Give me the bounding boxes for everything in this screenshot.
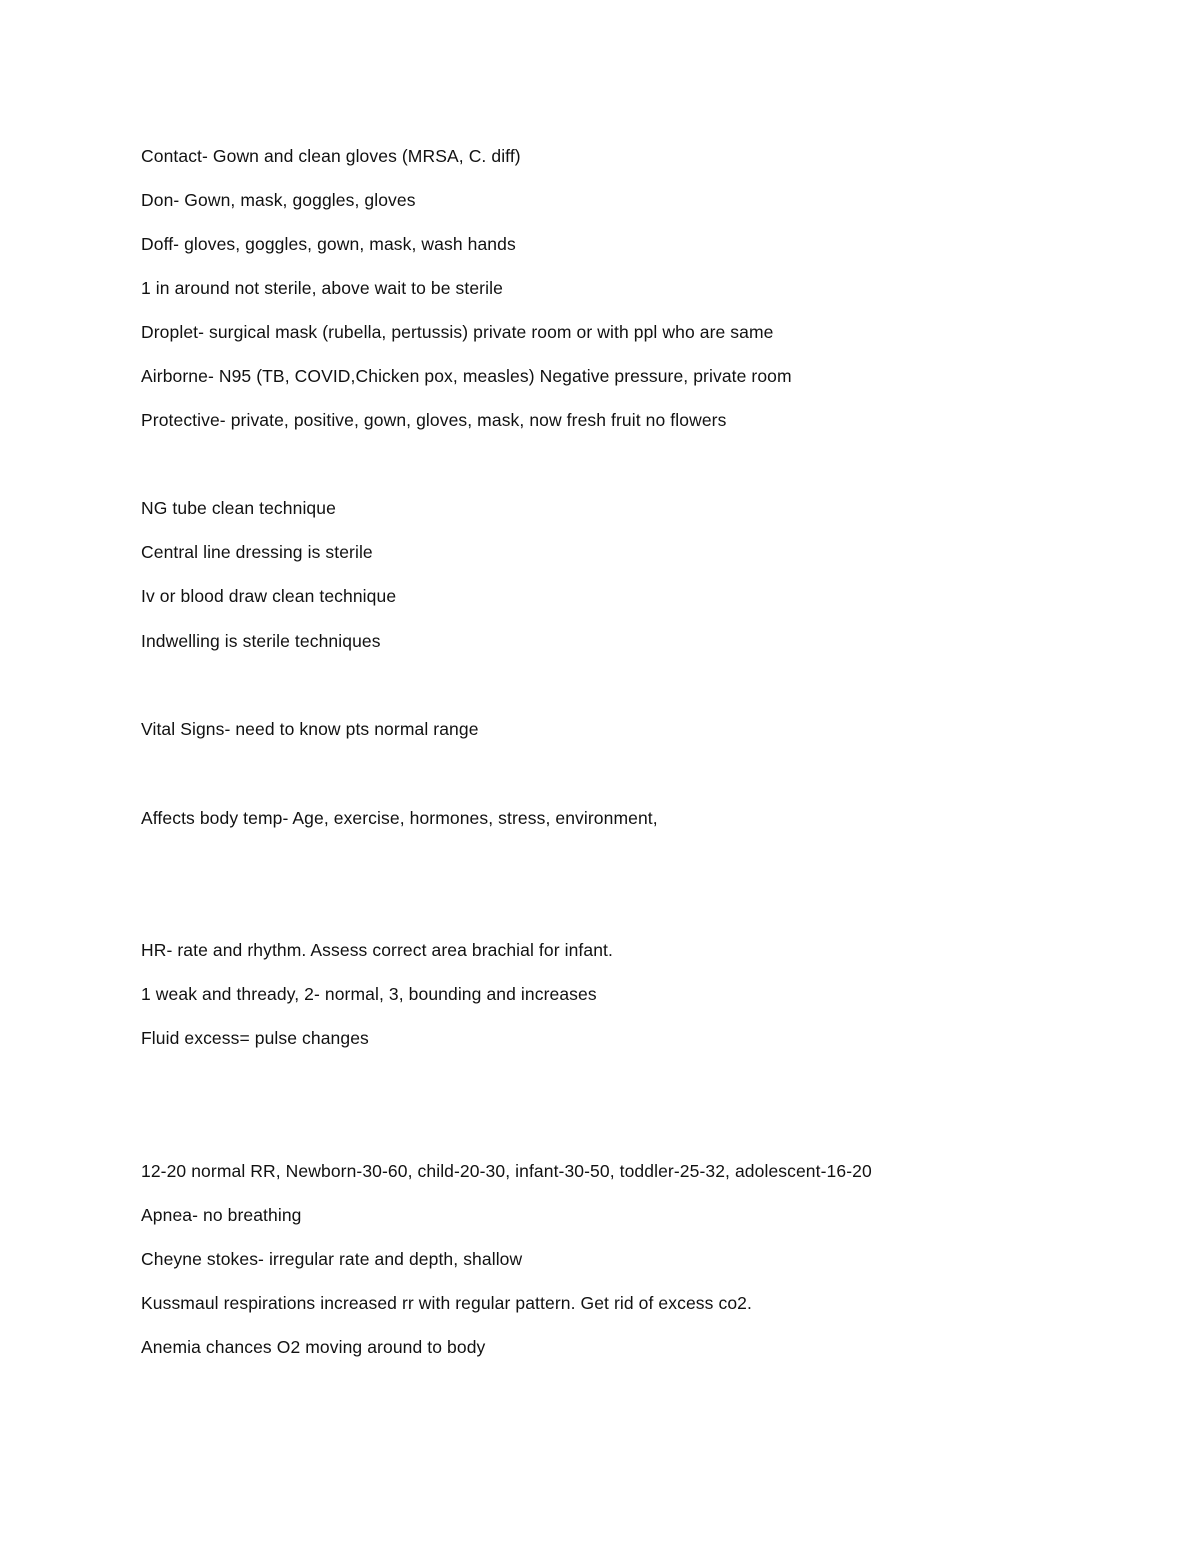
note-line: Droplet- surgical mask (rubella, pertussis) private room or with ppl who are same: [141, 322, 774, 342]
note-line: Anemia chances O2 moving around to body: [141, 1337, 486, 1357]
note-line: 1 weak and thready, 2- normal, 3, bounding and increases: [141, 984, 597, 1004]
note-line: Contact- Gown and clean gloves (MRSA, C. diff): [141, 146, 521, 166]
note-line: Vital Signs- need to know pts normal range: [141, 719, 479, 739]
note-line: Cheyne stokes- irregular rate and depth, shallow: [141, 1249, 523, 1269]
note-line: Apnea- no breathing: [141, 1205, 302, 1225]
note-line: Doff- gloves, goggles, gown, mask, wash hands: [141, 234, 516, 254]
note-line: Affects body temp- Age, exercise, hormones, stress, environment,: [141, 808, 658, 828]
note-line: Protective- private, positive, gown, gloves, mask, now fresh fruit no flowers: [141, 410, 727, 430]
note-line: 12-20 normal RR, Newborn-30-60, child-20-30, infant-30-50, toddler-25-32, adolescent-16-20: [141, 1161, 872, 1181]
note-line: 1 in around not sterile, above wait to be sterile: [141, 278, 503, 298]
note-line: Indwelling is sterile techniques: [141, 631, 381, 651]
note-line: NG tube clean technique: [141, 498, 336, 518]
note-line: HR- rate and rhythm. Assess correct area brachial for infant.: [141, 940, 613, 960]
note-line: Kussmaul respirations increased rr with regular pattern. Get rid of excess co2.: [141, 1293, 752, 1313]
note-line: Airborne- N95 (TB, COVID,Chicken pox, measles) Negative pressure, private room: [141, 366, 792, 386]
note-line: Central line dressing is sterile: [141, 542, 373, 562]
note-line: Iv or blood draw clean technique: [141, 586, 397, 606]
note-line: Fluid excess= pulse changes: [141, 1028, 369, 1048]
note-line: Don- Gown, mask, goggles, gloves: [141, 190, 416, 210]
